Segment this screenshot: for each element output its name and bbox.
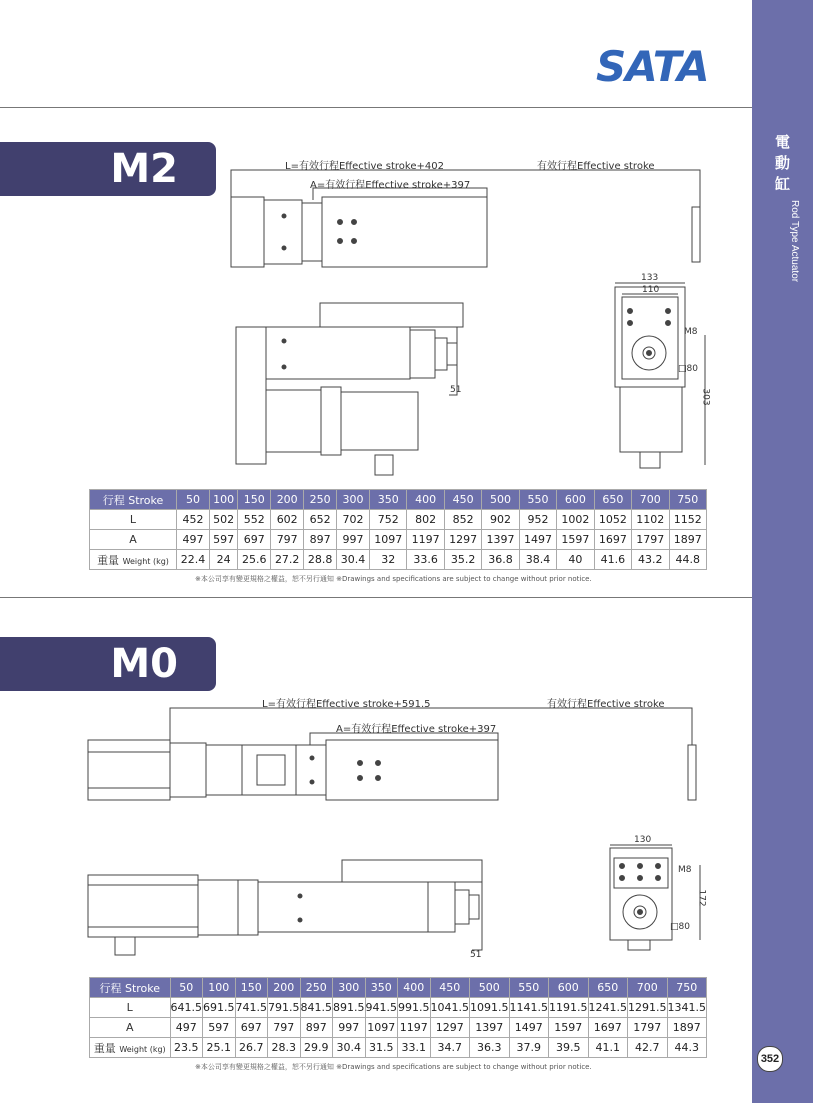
m0-dim-130: 130 <box>634 835 652 845</box>
page-number: 352 <box>757 1046 783 1072</box>
m2-stroke-cell: 200 <box>271 490 304 510</box>
m0-stroke-label-en: Stroke <box>124 981 161 995</box>
m0-a-cell: 1297 <box>430 1018 470 1038</box>
m2-l-cell: 1052 <box>594 510 631 530</box>
m0-stroke-cell: 100 <box>203 978 236 998</box>
m0-stroke-cell: 650 <box>588 978 628 998</box>
m0-weight-cell: 25.1 <box>203 1038 236 1058</box>
m2-l-cell: 852 <box>444 510 481 530</box>
m2-stroke-cell: 450 <box>444 490 481 510</box>
m2-stroke-cell: 250 <box>304 490 337 510</box>
m2-a-cell: 1797 <box>632 530 669 550</box>
m0-model-tab: M0 <box>0 637 216 691</box>
m2-l-cell: 452 <box>177 510 210 530</box>
m2-stroke-cell: 350 <box>370 490 407 510</box>
m0-weight-cell: 26.7 <box>235 1038 268 1058</box>
m0-stroke-label <box>90 978 171 998</box>
m2-l-cell: 552 <box>238 510 271 530</box>
m0-dim-stroke: 有效行程Effective stroke <box>547 699 665 710</box>
m2-weight-cell: 30.4 <box>337 550 370 570</box>
m0-dim-80: □80 <box>670 922 690 932</box>
m2-a-cell: 1097 <box>370 530 407 550</box>
m2-weight-cell: 22.4 <box>177 550 210 570</box>
m2-dim-m8: M8 <box>684 327 698 337</box>
m0-dim-172: 172 <box>696 889 707 907</box>
m0-weight-cell: 31.5 <box>365 1038 398 1058</box>
m0-weight-label-cn: 重量 <box>93 1041 116 1055</box>
m0-l-cell: 1291.5 <box>628 998 668 1018</box>
sidebar <box>752 0 813 1103</box>
m0-l-cell: 1341.5 <box>667 998 707 1018</box>
m0-stroke-cell: 300 <box>333 978 366 998</box>
m2-a-cell: 597 <box>209 530 237 550</box>
m2-a-cell: 1697 <box>594 530 631 550</box>
m0-stroke-cell: 750 <box>667 978 707 998</box>
m2-weight-cell: 43.2 <box>632 550 669 570</box>
m2-a-cell: 1297 <box>444 530 481 550</box>
m2-stroke-cell: 550 <box>519 490 556 510</box>
m2-weight-cell: 28.8 <box>304 550 337 570</box>
m2-a-cell: 1897 <box>669 530 707 550</box>
m0-a-cell: 1697 <box>588 1018 628 1038</box>
m2-l-cell: 902 <box>482 510 519 530</box>
m2-stroke-cell: 50 <box>177 490 210 510</box>
m0-a-cell: 697 <box>235 1018 268 1038</box>
m0-stroke-cell: 400 <box>398 978 431 998</box>
m0-a-cell: 1797 <box>628 1018 668 1038</box>
m0-l-cell: 741.5 <box>235 998 268 1018</box>
m0-a-cell: 797 <box>268 1018 301 1038</box>
m0-weight-cell: 30.4 <box>333 1038 366 1058</box>
m0-a-label: A <box>90 1018 171 1038</box>
m0-note: ※本公司享有變更規格之權益，恕不另行通知 ※Drawings and specifications are subject to change without prior notice. <box>195 1063 592 1071</box>
m2-a-cell: 497 <box>177 530 210 550</box>
m0-l-cell: 791.5 <box>268 998 301 1018</box>
m0-a-cell: 1397 <box>470 1018 510 1038</box>
sidebar-title-en: Rod Type Actuator <box>789 200 800 283</box>
m0-l-cell: 1241.5 <box>588 998 628 1018</box>
m0-weight-cell: 23.5 <box>170 1038 203 1058</box>
m0-weight-label-en: Weight (kg) <box>119 1044 166 1054</box>
m2-stroke-cell: 650 <box>594 490 631 510</box>
m2-l-cell: 1152 <box>669 510 707 530</box>
m0-stroke-cell: 700 <box>628 978 668 998</box>
m0-stroke-cell: 600 <box>549 978 589 998</box>
m0-dim-a: A=有效行程Effective stroke+397 <box>336 724 497 735</box>
m0-a-cell: 497 <box>170 1018 203 1038</box>
m0-weight-cell: 37.9 <box>509 1038 549 1058</box>
m0-a-cell: 1197 <box>398 1018 431 1038</box>
m2-l-cell: 702 <box>337 510 370 530</box>
m2-stroke-label-en: Stroke <box>128 493 164 507</box>
m2-dim-110: 110 <box>642 285 660 295</box>
m2-a-cell: 1497 <box>519 530 556 550</box>
m0-l-label: L <box>90 998 171 1018</box>
m2-a-cell: 997 <box>337 530 370 550</box>
m2-a-cell: 1397 <box>482 530 519 550</box>
m0-row-a <box>90 1018 707 1038</box>
m0-dim-m8: M8 <box>678 865 692 875</box>
m2-stroke-cell: 400 <box>407 490 444 510</box>
m2-a-cell: 697 <box>238 530 271 550</box>
m0-stroke-cell: 500 <box>470 978 510 998</box>
m0-stroke-cell: 200 <box>268 978 301 998</box>
m0-row-weight <box>90 1038 707 1058</box>
m2-stroke-label-cn: 行程 <box>102 493 125 507</box>
m2-weight-cell: 32 <box>370 550 407 570</box>
m2-a-cell: 897 <box>304 530 337 550</box>
m0-stroke-label-cn: 行程 <box>99 981 122 995</box>
m0-row-l <box>90 998 707 1018</box>
m2-weight-cell: 44.8 <box>669 550 707 570</box>
m2-stroke-cell: 100 <box>209 490 237 510</box>
m0-weight-cell: 29.9 <box>300 1038 333 1058</box>
m0-stroke-cell: 50 <box>170 978 203 998</box>
m0-l-cell: 891.5 <box>333 998 366 1018</box>
m2-stroke-cell: 300 <box>337 490 370 510</box>
m0-a-cell: 897 <box>300 1018 333 1038</box>
m2-l-cell: 952 <box>519 510 556 530</box>
m2-weight-cell: 27.2 <box>271 550 304 570</box>
m2-l-cell: 1102 <box>632 510 669 530</box>
m2-weight-cell: 33.6 <box>407 550 444 570</box>
m0-l-cell: 1191.5 <box>549 998 589 1018</box>
m0-l-cell: 991.5 <box>398 998 431 1018</box>
m2-note: ※本公司享有變更規格之權益，恕不另行通知 ※Drawings and specifications are subject to change without prior notice. <box>195 575 592 583</box>
m0-weight-cell: 39.5 <box>549 1038 589 1058</box>
m2-l-cell: 652 <box>304 510 337 530</box>
m0-l-cell: 941.5 <box>365 998 398 1018</box>
m2-a-cell: 1197 <box>407 530 444 550</box>
m2-stroke-cell: 500 <box>482 490 519 510</box>
m2-weight-cell: 35.2 <box>444 550 481 570</box>
m2-l-cell: 1002 <box>557 510 594 530</box>
sidebar-title-cn: 電 動 缸 <box>774 133 790 193</box>
m0-l-cell: 1041.5 <box>430 998 470 1018</box>
m2-stroke-cell: 750 <box>669 490 707 510</box>
m2-dim-a: A=有效行程Effective stroke+397 <box>310 180 471 191</box>
m0-a-cell: 1597 <box>549 1018 589 1038</box>
m0-spec-table <box>89 977 707 1058</box>
m2-l-cell: 502 <box>209 510 237 530</box>
m0-dim-l: L=有效行程Effective stroke+591.5 <box>262 699 431 710</box>
m0-l-cell: 841.5 <box>300 998 333 1018</box>
m0-weight-cell: 33.1 <box>398 1038 431 1058</box>
m2-weight-label-en: Weight (kg) <box>122 556 169 566</box>
m2-dim-51: 51 <box>450 385 462 395</box>
m2-stroke-cell: 700 <box>632 490 669 510</box>
m0-stroke-cell: 550 <box>509 978 549 998</box>
m2-weight-cell: 40 <box>557 550 594 570</box>
m2-weight-cell: 24 <box>209 550 237 570</box>
m2-l-cell: 802 <box>407 510 444 530</box>
m2-dim-133: 133 <box>641 273 659 283</box>
m0-stroke-cell: 150 <box>235 978 268 998</box>
m2-stroke-cell: 600 <box>557 490 594 510</box>
m0-weight-cell: 34.7 <box>430 1038 470 1058</box>
m2-stroke-cell: 150 <box>238 490 271 510</box>
m0-stroke-cell: 250 <box>300 978 333 998</box>
m2-a-label: A <box>90 530 177 550</box>
m0-weight-cell: 28.3 <box>268 1038 301 1058</box>
m0-dim-51: 51 <box>470 950 482 960</box>
m0-a-cell: 1897 <box>667 1018 707 1038</box>
m2-dim-80: □80 <box>678 364 698 374</box>
m0-a-cell: 597 <box>203 1018 236 1038</box>
m2-weight-cell: 36.8 <box>482 550 519 570</box>
m0-weight-cell: 36.3 <box>470 1038 510 1058</box>
m2-a-cell: 1597 <box>557 530 594 550</box>
m2-weight-label-cn: 重量 <box>97 553 120 567</box>
m2-l-cell: 752 <box>370 510 407 530</box>
m2-weight-cell: 38.4 <box>519 550 556 570</box>
m0-l-cell: 1141.5 <box>509 998 549 1018</box>
m0-l-cell: 641.5 <box>170 998 203 1018</box>
m2-dim-stroke: 有效行程Effective stroke <box>537 161 655 172</box>
m2-model-tab: M2 <box>0 142 216 196</box>
m2-dim-l: L=有效行程Effective stroke+402 <box>285 161 444 172</box>
m0-a-cell: 1097 <box>365 1018 398 1038</box>
brand-logo: SATA <box>596 42 709 91</box>
m0-weight-label <box>90 1038 171 1058</box>
m0-a-cell: 997 <box>333 1018 366 1038</box>
m2-l-label: L <box>90 510 177 530</box>
m2-weight-cell: 41.6 <box>594 550 631 570</box>
m0-weight-cell: 44.3 <box>667 1038 707 1058</box>
m2-dim-303: 303 <box>700 388 711 406</box>
m0-weight-cell: 41.1 <box>588 1038 628 1058</box>
m0-weight-cell: 42.7 <box>628 1038 668 1058</box>
m2-weight-cell: 25.6 <box>238 550 271 570</box>
m0-row-stroke <box>90 978 707 998</box>
m2-a-cell: 797 <box>271 530 304 550</box>
m0-l-cell: 1091.5 <box>470 998 510 1018</box>
m0-stroke-cell: 450 <box>430 978 470 998</box>
m0-stroke-cell: 350 <box>365 978 398 998</box>
m0-l-cell: 691.5 <box>203 998 236 1018</box>
m2-l-cell: 602 <box>271 510 304 530</box>
m0-a-cell: 1497 <box>509 1018 549 1038</box>
